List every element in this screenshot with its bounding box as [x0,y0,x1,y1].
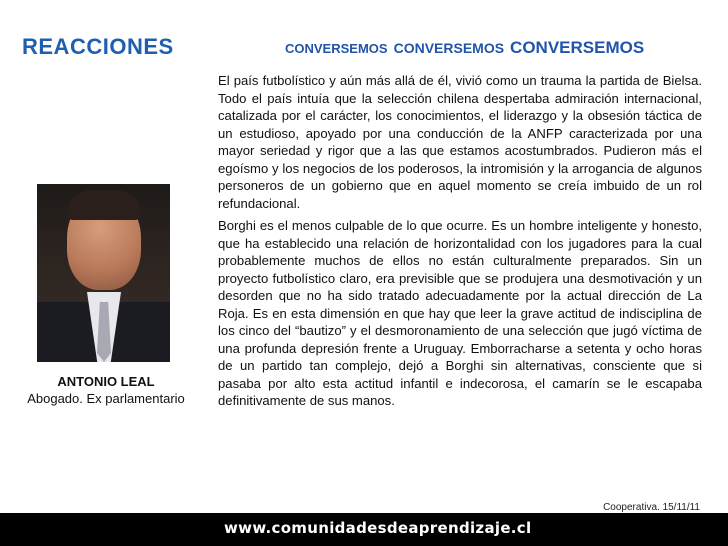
article-paragraph-2: Borghi es el menos culpable de lo que ocurre. Es un hombre inteligente y honesto, que ha establecido una relación de horizontalidad con los jugadores para la cual probablemente muchos de ellos no están culturalmente preparados. Sin un proyecto futbolístico claro, era previsible que se produjera una desmotivación y un desorden que no ha sido tratado adecuadamente por la actual dirección de La Roja. Es en esta dimensión en que hay que leer la grave actitud de indisciplina de los cinco del “bautizo” y el desmoronamiento de una selección que jugó víctima de una profunda depresión frente a Uruguay. Emborracharse a setenta y ocho horas de un partido tan complejo, dejó a Borghi sin alternativas, consciente que si pasaba por alto esta actitud infantil e indecorosa, el camarín se le escapaba definitivamente de sus manos. [218,218,702,408]
source-citation: Cooperativa. 15/11/11 [603,502,700,513]
conversemos-banner [285,38,644,58]
author-role: Abogado. Ex parlamentario [27,391,185,406]
portrait-hair [67,190,141,220]
footer-url-link[interactable]: www.comunidadesdeaprendizaje.cl [224,519,532,537]
portrait-photo [37,184,170,362]
conversemos-word-3: CONVERSEMOS [510,38,645,57]
author-name: ANTONIO LEAL [57,374,155,389]
article-body [218,72,702,415]
conversemos-word-1: CONVERSEMOS [285,41,388,56]
conversemos-word-2: CONVERSEMOS [393,40,505,56]
page-title: REACCIONES [22,34,174,59]
article-paragraph-1: El país futbolístico y aún más allá de él, vivió como un trauma la partida de Bielsa. Todo el país intuía que la selección chilena despertaba admiración internacional, catalizada por el carácter, los conocimientos, el liderazgo y la obsesión táctica de un estudioso, apoyado por una conducción de la ANFP caracterizada por una mayor seriedad y rigor que a las que estamos acostumbrados. Pudieron más el egoísmo y los negocios de los poderosos, la intromisión y la arrogancia de algunos personeros de un gobierno que en aquel momento se creía imbuido de un rol refundacional. [218,73,702,211]
